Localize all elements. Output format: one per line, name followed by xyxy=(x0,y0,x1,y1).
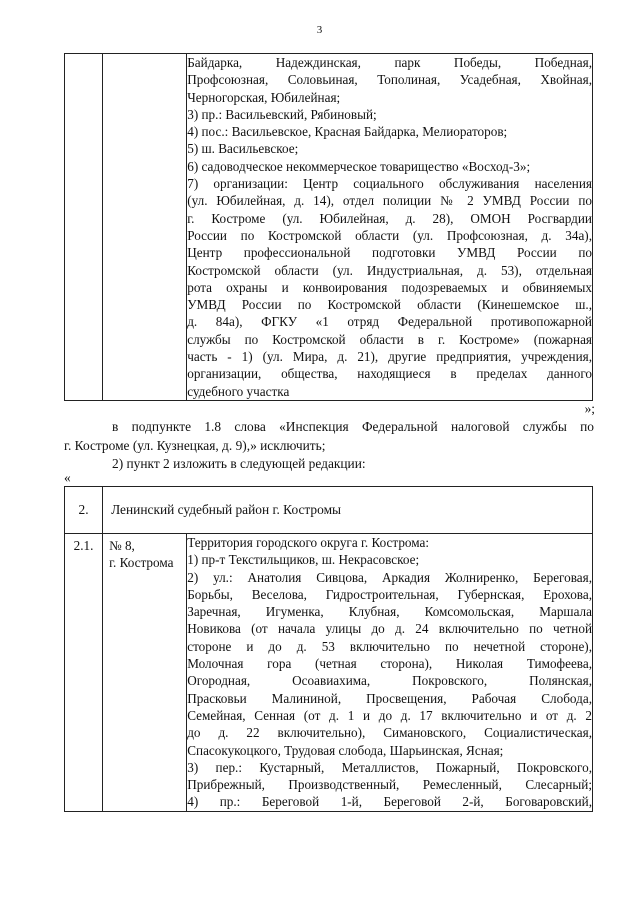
text-line: Борьбы, Веселова, Гидростроительная, Губернская, Ерохова, xyxy=(187,586,592,602)
text-line: службы по Костромской области в г. Костроме» (пожарная xyxy=(187,331,592,347)
text-line: Спасокукоцкого, Трудовая слобода, Шарьинская, Ясная; xyxy=(187,742,504,758)
text-line: Костромской области (ул. Индустриальная, д. 53), отдельная xyxy=(187,262,592,278)
row-number: 2.1. xyxy=(65,534,103,812)
text-line: Байдарка, Надеждинская, парк Победы, Победная, xyxy=(187,55,592,70)
text-line: Новикова (от начала улицы до д. 24 включительно по четной xyxy=(187,621,592,637)
court-number: № 8, xyxy=(109,538,135,553)
opening-quote: « xyxy=(64,470,71,485)
text-line: Центр профессиональной подготовки УМВД России по xyxy=(187,245,592,261)
table-cell-number xyxy=(65,54,103,401)
table-cell-court xyxy=(103,54,187,401)
table-row-section xyxy=(65,487,593,534)
paragraph-1-line-1: в подпункте 1.8 слова «Инспекция Федеральной налоговой службы по xyxy=(112,419,594,434)
text-line: 4) пос.: Васильевское, Красная Байдарка, Мелиораторов; xyxy=(187,124,508,140)
text-line: Территория городского округа г. Кострома: xyxy=(187,535,430,550)
paragraph-1-line-2: г. Костроме (ул. Кузнецкая, д. 9),» исключить; xyxy=(64,438,326,453)
text-line: России по Костромской области (ул. Профсоюзная, д. 34а), xyxy=(187,227,592,243)
court-districts-table-continued xyxy=(64,53,593,401)
text-line: Молочная гора (четная сторона), Николая Тимофеева, xyxy=(187,656,592,672)
court-districts-table-new xyxy=(64,486,593,812)
text-line: г. Костроме (ул. Юбилейная, д. 28), ОМОН Росгвардии xyxy=(187,210,592,226)
text-line: 4) пр.: Береговой 1-й, Береговой 2-й, Боговаровский, xyxy=(187,794,592,810)
text-line: 2) ул.: Анатолия Сивцова, Аркадия Жолниренко, Береговая, xyxy=(187,569,592,585)
text-line: 3) пр.: Васильевский, Рябиновый; xyxy=(187,106,377,122)
text-line: 6) садоводческое некоммерческое товарищество «Восход-3»; xyxy=(187,158,531,174)
text-line: 1) пр-т Текстильщиков, ш. Некрасовское; xyxy=(187,552,420,568)
text-line: Семейная, Сенная (от д. 1 и до д. 17 включительно и от д. 2 xyxy=(187,707,592,723)
section-title: Ленинский судебный район г. Костромы xyxy=(103,487,593,534)
text-line: до д. 22 включительно), Симановского, Социалистическая, xyxy=(187,725,592,741)
text-line: д. 84а), ФГКУ «1 отряд Федеральной противопожарной xyxy=(187,314,592,330)
table-row xyxy=(65,534,593,812)
court-cell xyxy=(103,534,187,812)
text-line: Прасковьи Малининой, Просвещения, Рабочая Слобода, xyxy=(187,690,592,706)
text-line: Черногорская, Юбилейная; xyxy=(187,89,341,105)
text-line: (ул. Юбилейная, д. 14), отдел полиции № 2 УМВД России по xyxy=(187,193,592,209)
text-line: Заречная, Игуменка, Клубная, Комсомольская, Маршала xyxy=(187,604,592,620)
text-line: Огородная, Осоавиахима, Покровского, Полянская, xyxy=(187,673,592,689)
text-line: УМВД России по Костромской области (Кинешемское ш., xyxy=(187,297,592,313)
text-line: Прибрежный, Производственный, Ремесленный, Слесарный; xyxy=(187,777,592,793)
text-line: 3) пер.: Кустарный, Металлистов, Пожарный, Покровского, xyxy=(187,759,592,775)
text-line: судебного участка xyxy=(187,383,290,399)
text-line: Профсоюзная, Соловьиная, Тополиная, Усадебная, Хвойная, xyxy=(187,72,592,88)
closing-quote: »; xyxy=(584,401,595,416)
page-number: 3 xyxy=(316,24,323,36)
court-city: г. Кострома xyxy=(109,555,174,571)
text-line: стороне и до д. 53 включительно по нечетной стороне), xyxy=(187,638,592,654)
territory-description-cell xyxy=(187,534,593,812)
section-number: 2. xyxy=(65,487,103,534)
territory-description-cell xyxy=(187,54,593,401)
text-line: часть - 1) (ул. Мира, д. 21), другие предприятия, учреждения, xyxy=(187,349,592,365)
paragraph-2: 2) пункт 2 изложить в следующей редакции: xyxy=(112,456,366,471)
text-line: 7) организации: Центр социального обслуживания населения xyxy=(187,176,592,192)
text-line: 5) ш. Васильевское; xyxy=(187,141,299,157)
text-line: организации, общества, находящиеся в пределах данного xyxy=(187,366,592,382)
text-line: рота охраны и конвоирования подозреваемых и обвиняемых xyxy=(187,279,592,295)
table-row xyxy=(65,54,593,401)
